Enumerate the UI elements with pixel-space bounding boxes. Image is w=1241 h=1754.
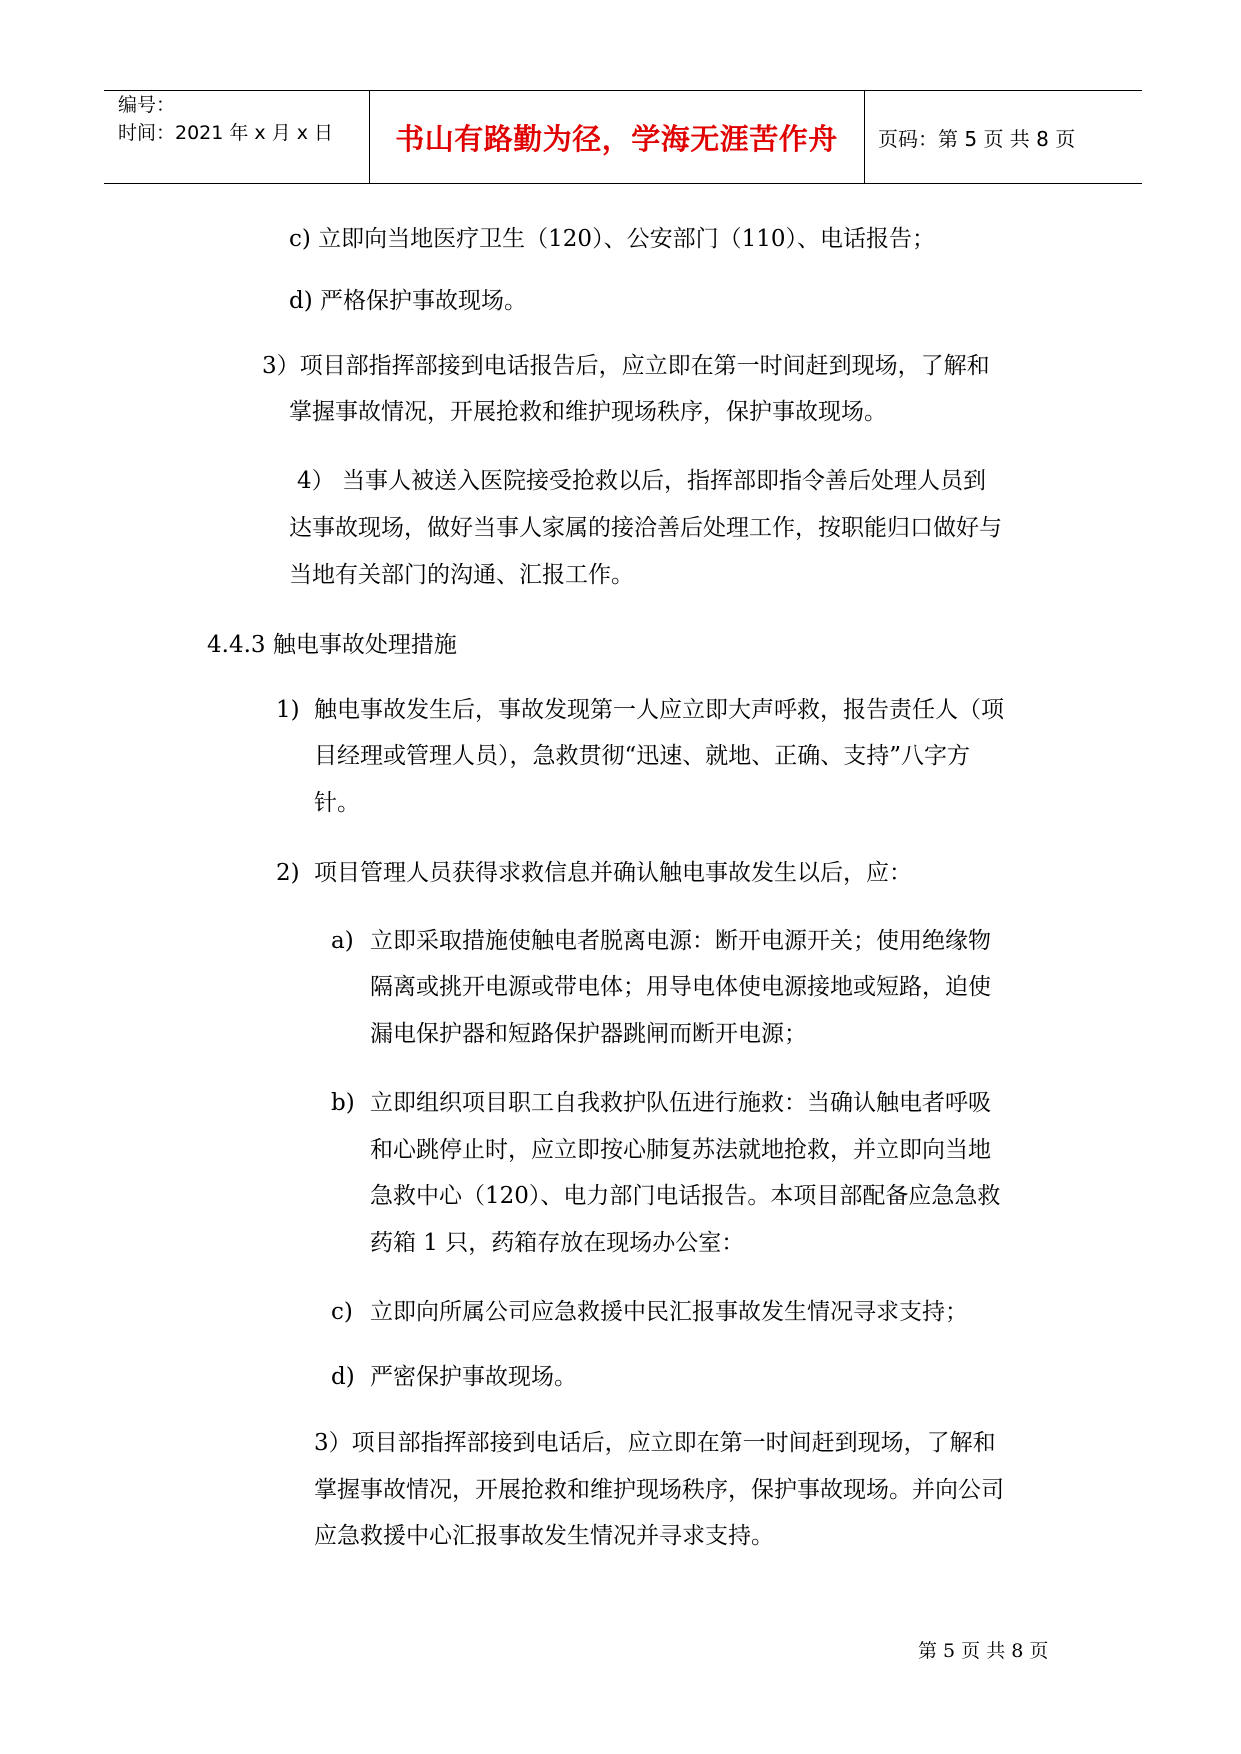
paragraph-3b-line2: 掌握事故情况，开展抢救和维护现场秩序，保护事故现场。并向公司 — [314, 1477, 1004, 1503]
paragraph-3-line1: 3）项目部指挥部接到电话报告后，应立即在第一时间赶到现场，了解和 — [262, 353, 990, 379]
paragraph-d-protect: d) 严格保护事故现场。 — [289, 288, 528, 314]
section-heading-4-4-3: 4.4.3 触电事故处理措施 — [207, 632, 457, 658]
paragraph-c-report: c) 立即向当地医疗卫生（120）、公安部门（110）、电话报告； — [289, 226, 935, 252]
paragraph-4-line3: 当地有关部门的沟通、汇报工作。 — [289, 562, 634, 588]
sub-item-b-line4: 药箱 1 只，药箱存放在现场办公室： — [370, 1230, 745, 1256]
header-motto-cell — [369, 91, 865, 183]
paragraph-3b-line3: 应急救援中心汇报事故发生情况并寻求支持。 — [314, 1523, 774, 1549]
sub-item-a-line2: 隔离或挑开电源或带电体；用导电体使电源接地或短路，迫使 — [370, 974, 991, 1000]
page-header — [104, 90, 1142, 184]
list-item-2-number: 2) — [276, 860, 300, 886]
header-page-info: 页码：第 5 页 共 8 页 — [878, 126, 1076, 151]
motto-text: 书山有路勤为径，学海无涯苦作舟 — [395, 121, 838, 156]
paragraph-4-line2: 达事故现场，做好当事人家属的接洽善后处理工作，按职能归口做好与 — [289, 515, 1002, 541]
sub-item-a-letter: a) — [331, 928, 354, 954]
paragraph-3-line2: 掌握事故情况，开展抢救和维护现场秩序，保护事故现场。 — [289, 399, 887, 425]
sub-item-c-letter: c) — [331, 1299, 353, 1325]
list-item-1-line1: 触电事故发生后，事故发现第一人应立即大声呼救，报告责任人（项 — [314, 697, 1004, 723]
sub-item-d-line1: 严密保护事故现场。 — [370, 1364, 577, 1390]
sub-item-c-line1: 立即向所属公司应急救援中民汇报事故发生情况寻求支持； — [370, 1299, 968, 1325]
sub-item-b-line1: 立即组织项目职工自我救护队伍进行施救：当确认触电者呼吸 — [370, 1090, 991, 1116]
list-item-1-number: 1) — [276, 697, 300, 723]
list-item-1-line2: 目经理或管理人员），急救贯彻“迅速、就地、正确、支持”八字方 — [314, 743, 971, 769]
list-item-2-line1: 项目管理人员获得求救信息并确认触电事故发生以后，应： — [314, 860, 912, 886]
sub-item-b-letter: b) — [331, 1090, 355, 1116]
paragraph-3b-line1: 3）项目部指挥部接到电话后，应立即在第一时间赶到现场，了解和 — [314, 1430, 996, 1456]
header-left-cell — [104, 91, 370, 183]
header-page-cell — [864, 91, 1142, 183]
sub-item-b-line3: 急救中心（120）、电力部门电话报告。本项目部配备应急急救 — [370, 1183, 1001, 1209]
date-label: 时间：2021 年 x 月 x 日 — [118, 122, 334, 144]
sub-item-a-line3: 漏电保护器和短路保护器跳闸而断开电源； — [370, 1021, 807, 1047]
footer-page-number: 第 5 页 共 8 页 — [918, 1640, 1049, 1662]
sub-item-d-letter: d) — [331, 1364, 355, 1390]
sub-item-a-line1: 立即采取措施使触电者脱离电源：断开电源开关；使用绝缘物 — [370, 928, 991, 954]
list-item-1-line3: 针。 — [314, 790, 360, 816]
serial-number-label: 编号： — [118, 94, 176, 116]
paragraph-4-line1: 4） 当事人被送入医院接受抢救以后，指挥部即指令善后处理人员到 — [297, 468, 986, 494]
sub-item-b-line2: 和心跳停止时，应立即按心肺复苏法就地抢救，并立即向当地 — [370, 1137, 991, 1163]
